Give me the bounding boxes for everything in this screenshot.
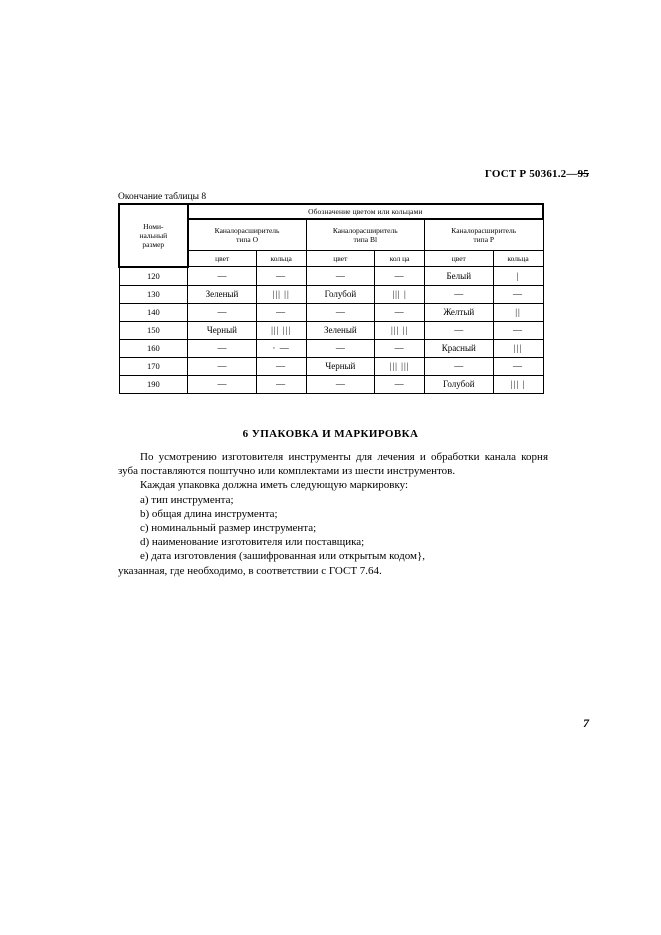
row-cell: ||| xyxy=(493,339,543,357)
standard-header xyxy=(485,168,589,180)
row-cell: ||| || xyxy=(375,321,425,339)
row-cell: — xyxy=(256,303,306,321)
table-row xyxy=(119,339,543,357)
row-cell: ||| ||| xyxy=(375,357,425,375)
row-size: 140 xyxy=(119,303,188,321)
section-body xyxy=(118,450,548,578)
header-group-0-name: Канaлорасширитель xyxy=(214,225,280,235)
list-item: c) номинальный размер инструмента; xyxy=(140,522,317,535)
closing-line: указанная, где необходимо, в соответствии с ГОСТ 7.64. xyxy=(118,564,382,577)
row-cell: — xyxy=(306,303,375,321)
header-group-1 xyxy=(306,219,424,251)
header-group-1-name: Каналорасширитель xyxy=(332,225,398,235)
row-size: 150 xyxy=(119,321,188,339)
row-cell: — xyxy=(306,339,375,357)
row-size: 130 xyxy=(119,285,188,303)
row-cell: — xyxy=(306,267,375,286)
row-cell: — xyxy=(256,357,306,375)
list-item: e) дата изготовления (зашифрованная или открытым кодом}, xyxy=(140,550,425,563)
row-cell: — xyxy=(306,375,375,393)
row-cell: — xyxy=(256,267,306,286)
row-cell: — xyxy=(188,339,257,357)
row-cell: ||| || xyxy=(256,285,306,303)
row-cell: Голубой xyxy=(424,375,493,393)
header-subcol-0: цвет xyxy=(188,251,257,267)
color-ring-table xyxy=(118,203,544,394)
header-group-2 xyxy=(424,219,543,251)
paragraph-2: Каждая упаковка должна иметь следующую маркировку: xyxy=(140,479,409,492)
table-row xyxy=(119,285,543,303)
row-cell: — xyxy=(424,321,493,339)
header-span-title: Обозначение цветом или кольцами xyxy=(188,204,543,219)
row-cell: — xyxy=(493,357,543,375)
header-subcol-4: цвет xyxy=(424,251,493,267)
table-container xyxy=(118,203,544,394)
page-number: 7 xyxy=(583,716,589,730)
header-group-2-name: Каналорасширитель xyxy=(451,225,517,235)
row-cell: — xyxy=(188,357,257,375)
table-row xyxy=(119,375,543,393)
row-cell: Голубой xyxy=(306,285,375,303)
header-group-2-type: типа Р xyxy=(473,235,495,244)
row-cell: Черный xyxy=(188,321,257,339)
list-item: d) наименование изготовителя или поставщика; xyxy=(140,536,365,549)
header-subcol-2: цвет xyxy=(306,251,375,267)
row-cell: — xyxy=(375,303,425,321)
header-group-1-type: типа Вl xyxy=(353,235,378,244)
table-head xyxy=(119,204,543,267)
list-item: b) общая длина инструмента; xyxy=(140,507,278,520)
row-cell: — xyxy=(188,375,257,393)
header-group-0-type: типа О xyxy=(236,235,259,244)
row-cell: — xyxy=(375,267,425,286)
row-size: 120 xyxy=(119,267,188,286)
table-row xyxy=(119,267,543,286)
row-cell: Желтый xyxy=(424,303,493,321)
list-item: a) тип инструмента; xyxy=(140,493,234,506)
row-cell: — xyxy=(188,303,257,321)
row-size: 160 xyxy=(119,339,188,357)
row-cell: — xyxy=(256,375,306,393)
row-cell: | xyxy=(493,267,543,286)
table-caption: Окончание таблицы 8 xyxy=(118,192,207,202)
standard-year: 95 xyxy=(577,168,589,180)
row-cell: ||| | xyxy=(375,285,425,303)
row-cell: Зеленый xyxy=(188,285,257,303)
row-cell: — xyxy=(375,375,425,393)
section-heading: 6 УПАКОВКА И МАРКИРОВКА xyxy=(242,428,419,440)
header-subcol-3: кол ца xyxy=(375,251,425,267)
paragraph-1: По усмотрению изготовителя инструменты для лечения и обработки канала корня зуба поставляются поштучно или комплектами из шести инструментов. xyxy=(118,451,548,478)
header-subcol-5: кольца xyxy=(493,251,543,267)
row-cell: — xyxy=(188,267,257,286)
row-cell: — xyxy=(375,339,425,357)
row-cell: Белый xyxy=(424,267,493,286)
row-cell: ||| ||| xyxy=(256,321,306,339)
table-body xyxy=(119,267,543,394)
row-cell: ||| | xyxy=(493,375,543,393)
row-size: 170 xyxy=(119,357,188,375)
row-cell: || xyxy=(493,303,543,321)
header-nominal-size: Номи- нальный размер xyxy=(119,204,188,267)
row-cell: Зеленый xyxy=(306,321,375,339)
header-group-0 xyxy=(188,219,306,251)
row-cell: — xyxy=(493,285,543,303)
table-row xyxy=(119,303,543,321)
row-cell: · — xyxy=(256,339,306,357)
table-row xyxy=(119,321,543,339)
row-cell: Красный xyxy=(424,339,493,357)
row-cell: — xyxy=(493,321,543,339)
header-subcol-1: кольца xyxy=(256,251,306,267)
standard-number: ГОСТ Р 50361.2— xyxy=(484,168,578,180)
row-cell: — xyxy=(424,285,493,303)
row-size: 190 xyxy=(119,375,188,393)
row-cell: Черный xyxy=(306,357,375,375)
row-cell: — xyxy=(424,357,493,375)
table-row xyxy=(119,357,543,375)
